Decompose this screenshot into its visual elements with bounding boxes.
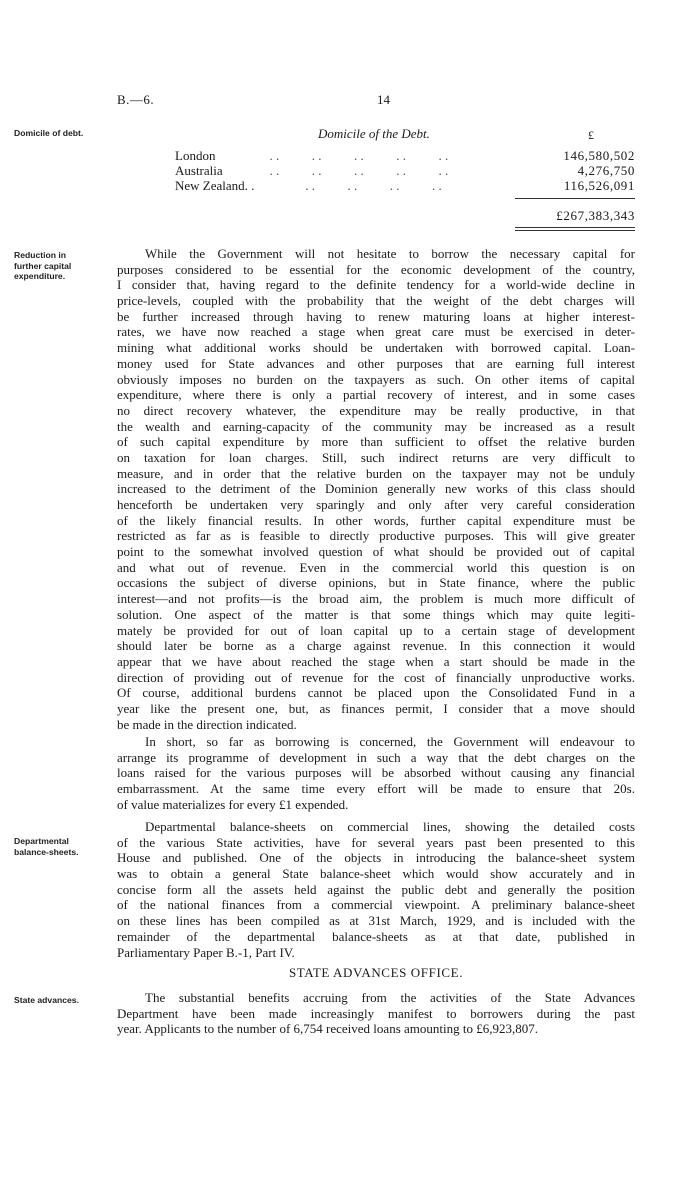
paragraph-state-advances <box>117 990 635 1037</box>
leader-dots: . . . . . . . . <box>263 178 442 193</box>
text-line: price-levels, coupled with the probability that the weight of the debt charges will <box>117 293 635 309</box>
text-line: of the national finances from a commercial viewpoint. A preliminary balance-sheet <box>117 897 635 913</box>
text-line: In short, so far as borrowing is concerned, the Government will endeavour to <box>145 734 635 749</box>
text-line: increased to the detriment of the Dominion generally new works of this class should <box>117 481 635 497</box>
leader-dots: . . . . . . . . . . <box>263 148 449 163</box>
margin-note-state-advances: State advances. <box>14 995 79 1005</box>
margin-note-reduction: Reduction in further capital expenditure. <box>14 250 72 281</box>
text-line: and what out of revenue. Even in the commercial world this question is on <box>117 559 635 575</box>
paragraph-borrowing <box>117 734 635 812</box>
text-line: Departmental balance-sheets on commercial lines, showing the detailed costs <box>145 819 635 834</box>
text-line: point to the somewhat involved question of what should be provided out of capital <box>117 544 635 560</box>
text-line: While the Government will not hesitate to borrow the necessary capital for <box>145 246 635 261</box>
debt-row-amount: 116,526,091 <box>563 178 635 193</box>
text-line: purposes considered to be essential for the economic development of the country, <box>117 261 635 277</box>
debt-row-location: New Zealand. . <box>175 178 255 193</box>
text-line: of the likely financial results. In other words, further capital expenditure must be <box>117 512 635 528</box>
text-line: the wealth and earning-capacity of the community may be increased as a result <box>117 418 635 434</box>
text-line: appear that we have about reached the stage when a start should be made in the <box>117 653 635 669</box>
text-line: embarrassment. At the same time every effort will be made to ensure that 20s. <box>117 781 635 797</box>
text-line: of such capital expenditure by more than sufficient to offset the relative burden <box>117 434 635 450</box>
margin-note-departmental: Departmental balance-sheets. <box>14 836 79 857</box>
text-line: no direct recovery whatever, the expenditure may be really productive, in that <box>117 402 635 418</box>
debt-row-amount: 146,580,502 <box>563 148 635 163</box>
text-line: loans raised for the various purposes will be absorbed without causing any financial <box>117 765 635 781</box>
text-line: I consider that, having regard to the definite tendency for a world-wide decline in <box>117 277 635 293</box>
text-line: concise form all the assets held against the public debt and generally the position <box>117 881 635 897</box>
text-line: obviously imposes no burden on the taxpayers as such. On other items of capital <box>117 371 635 387</box>
text-line: Parliamentary Paper B.-1, Part IV. <box>117 944 295 960</box>
text-line: year. Applicants to the number of 6,754 received loans amounting to £6,923,807. <box>117 1021 538 1037</box>
text-line: be made in the direction indicated. <box>117 716 297 732</box>
text-line: measure, and in order that the relative burden on the taxpayer may not be unduly <box>117 465 635 481</box>
text-line: should later be borne as a charge against revenue. In this connection it would <box>117 638 635 654</box>
debt-row <box>175 178 635 193</box>
leader-dots: . . . . . . . . . . <box>263 163 449 178</box>
debt-row-location: London <box>175 148 216 163</box>
debt-total: £267,383,343 <box>556 208 635 223</box>
text-line: of the various State activities, have for several years past been presented to this <box>117 834 635 850</box>
text-line: henceforth be undertaken very sparingly and only after very careful consideration <box>117 497 635 512</box>
currency-symbol: £ <box>588 128 594 142</box>
page-number: 14 <box>377 92 390 107</box>
text-line: interest—and not profits—is the broad aim, the problem is much more difficult of <box>117 591 635 607</box>
total-double-rule-top <box>515 227 635 228</box>
text-line: Department have been made increasingly manifest to borrowers during the past <box>117 1005 635 1021</box>
debt-row <box>175 163 635 178</box>
text-line: mately be provided for out of loan capital up to a certain stage of development <box>117 622 635 638</box>
text-line: Of course, additional burdens cannot be placed upon the Consolidated Fund in a <box>117 685 635 701</box>
debt-row <box>175 148 635 163</box>
text-line: expenditure, where there is only a partial recovery of interest, and in some cases <box>117 387 635 403</box>
text-line: House and published. One of the objects in introducing the balance-sheet system <box>117 850 635 866</box>
page-header-code: B.—6. <box>117 92 155 107</box>
text-line: on taxation for loan charges. Still, such indirect returns are very difficult to <box>117 449 635 465</box>
section-heading: STATE ADVANCES OFFICE. <box>288 965 464 980</box>
paragraph-capital-expenditure <box>117 246 635 732</box>
debt-row-amount: 4,276,750 <box>577 163 635 178</box>
text-line: of value materializes for every £1 expended. <box>117 796 349 812</box>
text-line: year like the present one, but, as finances permit, I consider that a move should <box>117 700 635 716</box>
text-line: was to obtain a general State balance-sheet which would show accurately and in <box>117 866 635 882</box>
text-line: direction of providing out of revenue for the cost of financially unproductive works. <box>117 669 635 685</box>
debt-row-location: Australia <box>175 163 223 178</box>
text-line: mining what additional works should be undertaken with borrowed capital. Loan- <box>117 340 635 356</box>
text-line: rates, we have now reached a stage when great care must be exercised in deter- <box>117 324 635 340</box>
text-line: money used for State advances and other purposes that are earning full interest <box>117 355 635 371</box>
text-line: solution. One aspect of the matter is that some things which may quite legiti- <box>117 606 635 622</box>
text-line: restricted as far as is feasible to directly productive purposes. This will give greater <box>117 528 635 544</box>
subtotal-rule <box>515 198 635 199</box>
debt-table-title: Domicile of the Debt. <box>318 126 430 141</box>
text-line: The substantial benefits accruing from the activities of the State Advances <box>145 990 635 1005</box>
text-line: remainder of the departmental balance-sheets as at that date, published in <box>117 928 635 944</box>
text-line: arrange its programme of development in such a way that the debt charges on the <box>117 749 635 765</box>
paragraph-balance-sheets <box>117 819 635 960</box>
total-double-rule-bottom <box>515 230 635 231</box>
text-line: on these lines has been compiled as at 31st March, 1929, and is included with the <box>117 913 635 929</box>
margin-note-domicile: Domicile of debt. <box>14 128 84 138</box>
text-line: be further increased through having to renew maturing loans at higher interest- <box>117 308 635 324</box>
text-line: occasions the subject of diverse opinions, but in State finance, where the public <box>117 575 635 591</box>
